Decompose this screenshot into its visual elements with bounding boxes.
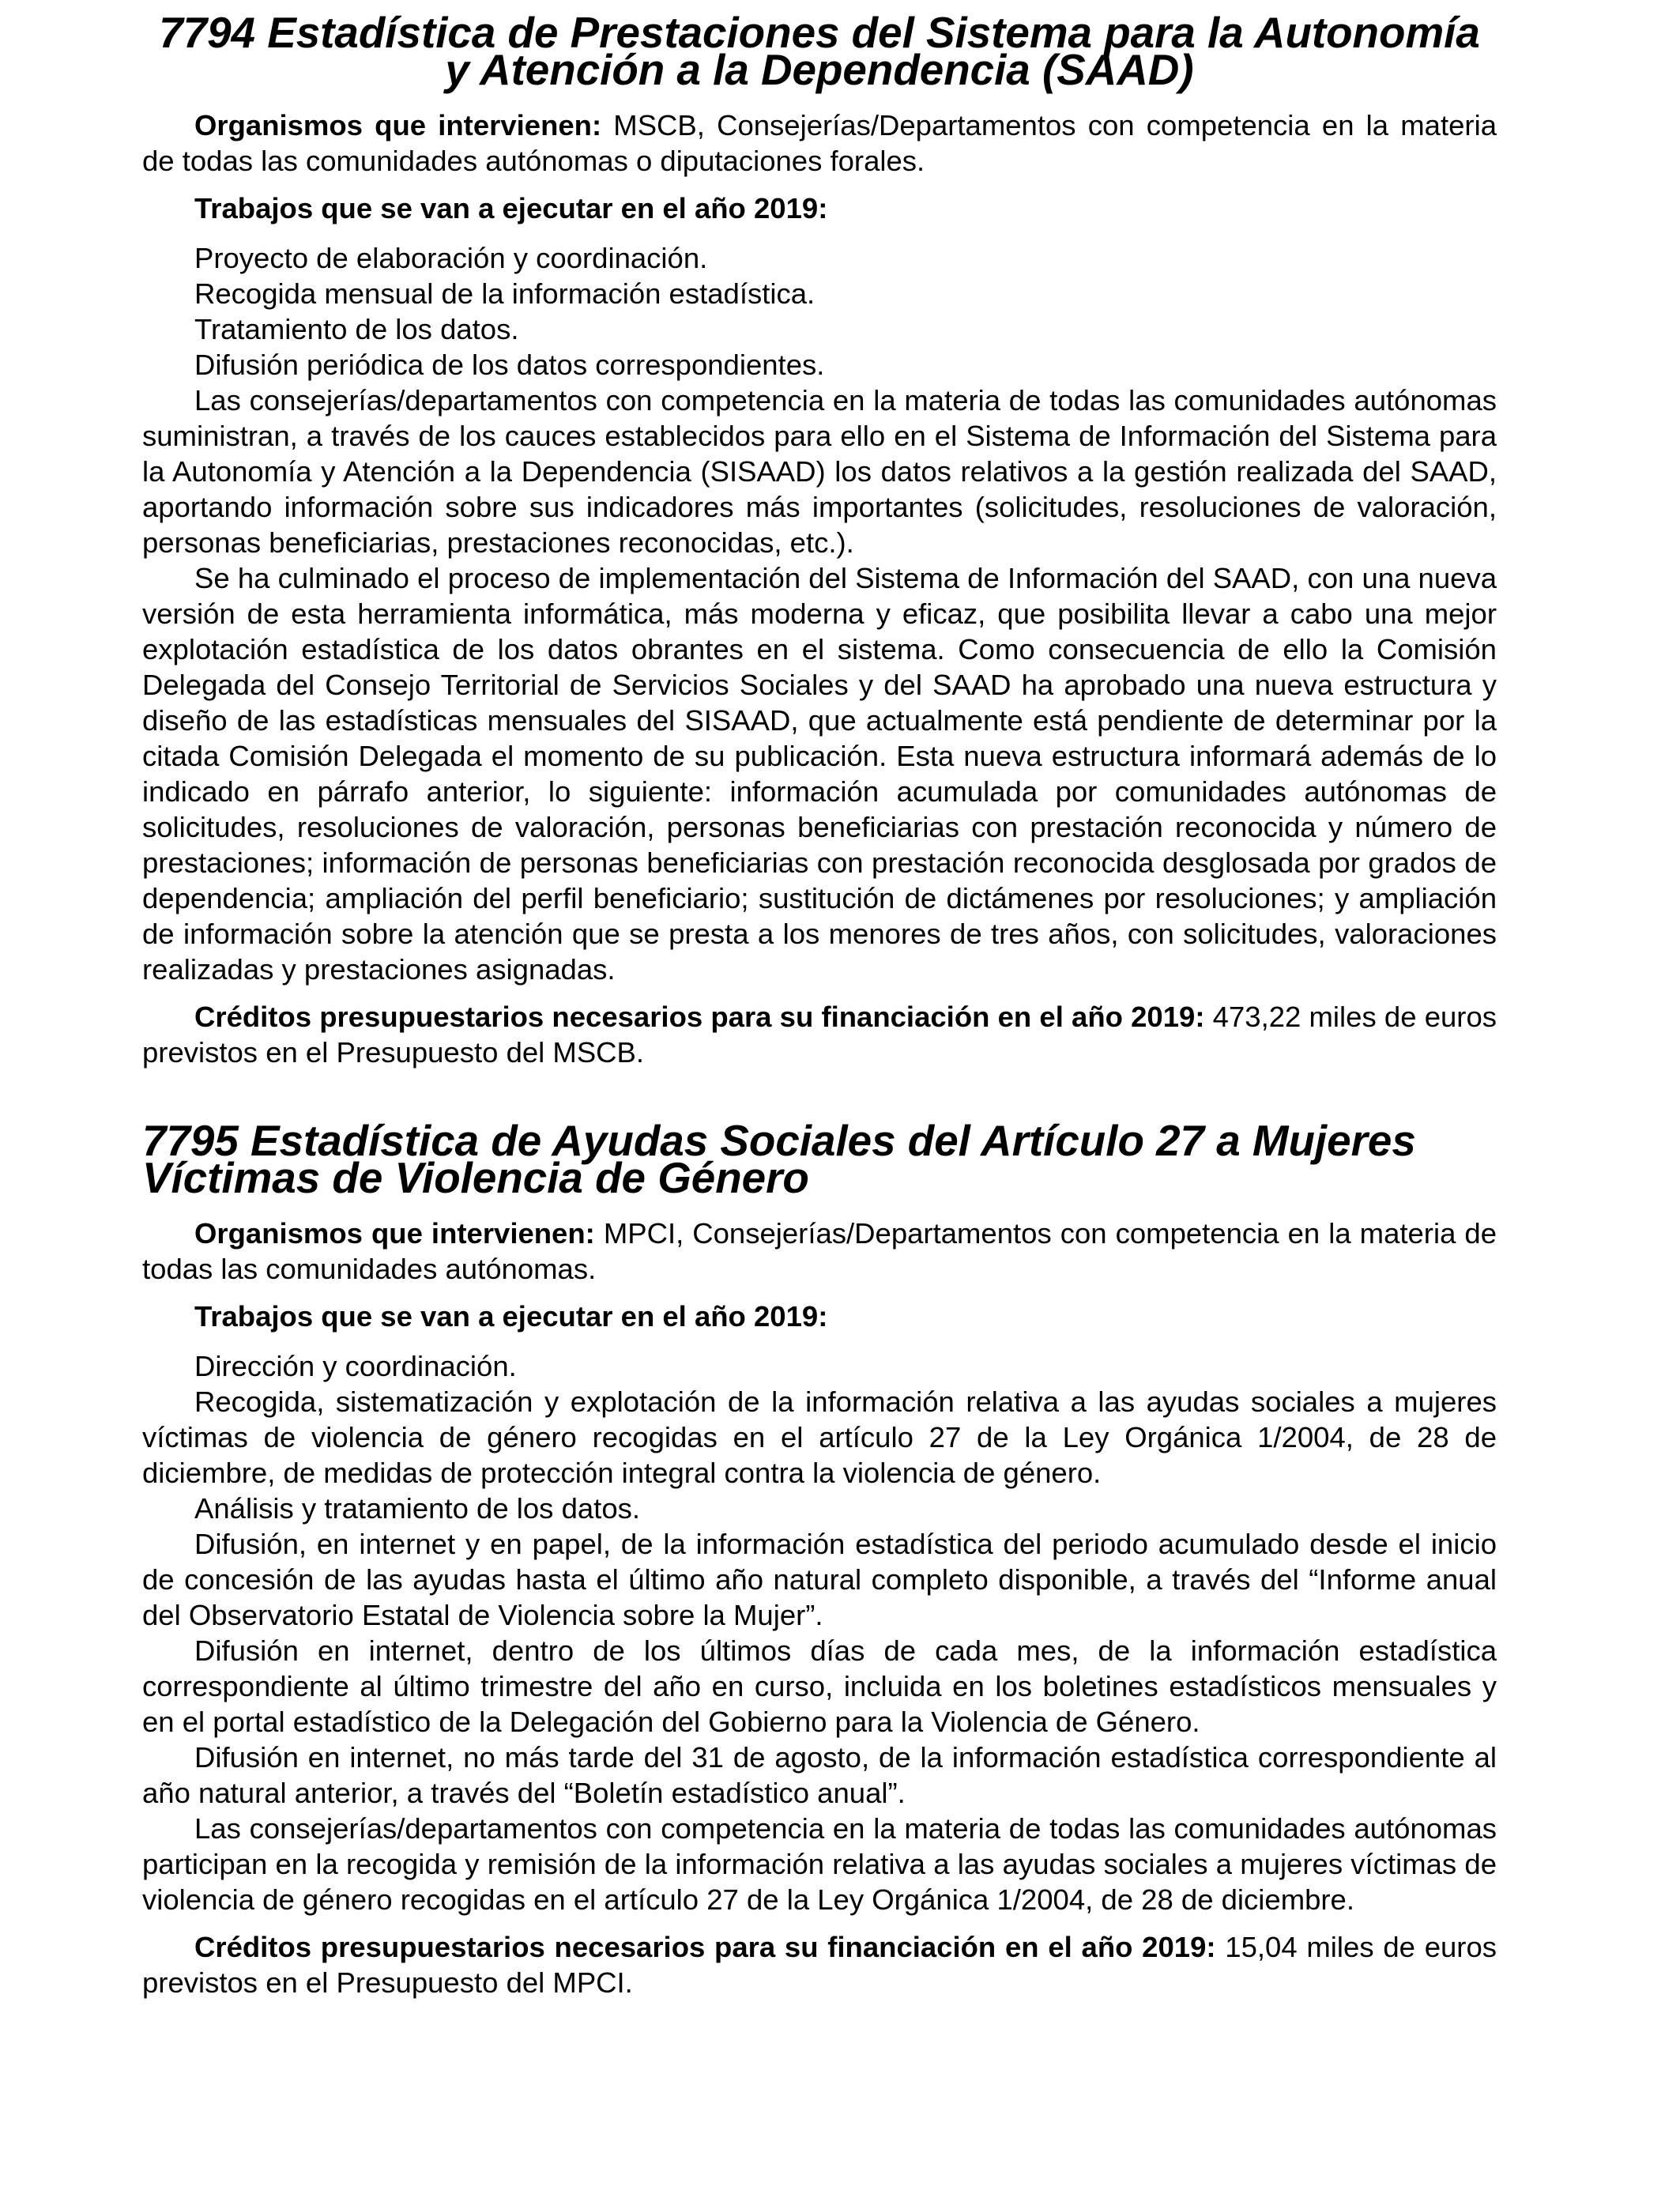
section-7794-item: Tratamiento de los datos. xyxy=(194,313,519,345)
section-7794-creditos xyxy=(142,999,1497,1070)
organismos-label: Organismos que intervienen: xyxy=(194,1217,595,1250)
section-7795-trabajos-heading: Trabajos que se van a ejecutar en el año 2019: xyxy=(194,1300,828,1333)
creditos-label: Créditos presupuestarios necesarios para su financiación en el año 2019: xyxy=(194,1001,1205,1033)
section-7795-title: 7795 Estadística de Ayudas Sociales del Artículo 27 a Mujeres Víctimas de Violencia de Género xyxy=(142,1116,1416,1202)
section-7794-item: Proyecto de elaboración y coordinación. xyxy=(194,242,708,274)
section-7795-paragraph: Difusión en internet, dentro de los últimos días de cada mes, de la información estadística correspondiente al último trimestre del año en curso, incluida en los boletines estadísticos mensuales y en el portal estadístico de la Delegación del Gobierno para la Violencia de Género. xyxy=(142,1634,1497,1738)
section-7795-creditos xyxy=(142,1929,1497,2000)
section-7794-item: Difusión periódica de los datos correspondientes. xyxy=(194,349,825,381)
section-7794-title: 7794 Estadística de Prestaciones del Sistema para la Autonomía y Atención a la Dependencia (SAAD) xyxy=(159,8,1480,94)
organismos-label: Organismos que intervienen: xyxy=(194,109,602,141)
section-7794-trabajos-heading: Trabajos que se van a ejecutar en el año 2019: xyxy=(194,192,828,224)
organismos-text: MSCB, Consejerías/Departamentos con competencia en la materia de todas las comunidades autónomas o diputaciones forales. xyxy=(142,109,1497,177)
section-7795-paragraph: Las consejerías/departamentos con competencia en la materia de todas las comunidades autónomas participan en la recogida y remisión de la información relativa a las ayudas sociales a mujeres víctimas de violencia de género recogidas en el artículo 27 de la Ley Orgánica 1/2004, de 28 de diciembre. xyxy=(142,1812,1497,1916)
creditos-text: 15,04 miles de euros previstos en el Presupuesto del MPCI. xyxy=(142,1931,1497,1999)
creditos-text: 473,22 miles de euros previstos en el Presupuesto del MSCB. xyxy=(142,1001,1497,1069)
section-7795-paragraph: Dirección y coordinación. xyxy=(194,1350,517,1382)
section-7795-paragraph: Análisis y tratamiento de los datos. xyxy=(194,1492,641,1525)
section-7795-paragraph: Difusión en internet, no más tarde del 31 de agosto, de la información estadística correspondiente al año natural anterior, a través del “Boletín estadístico anual”. xyxy=(142,1741,1497,1809)
section-7794-paragraph: Se ha culminado el proceso de implementación del Sistema de Información del SAAD, con una nueva versión de esta herramienta informática, más moderna y eficaz, que posibilita llevar a cabo una mejor explotación estadística de los datos obrantes en el sistema. Como consecuencia de ello la Comisión Delegada del Consejo Territorial de Servicios Sociales y del SAAD ha aprobado una nueva estructura y diseño de las estadísticas mensuales del SISAAD, que actualmente está pendiente de determinar por la citada Comisión Delegada el momento de su publicación. Esta nueva estructura informará además de lo indicado en párrafo anterior, lo siguiente: información acumulada por comunidades autónomas de solicitudes, resoluciones de valoración, personas beneficiarias con prestación reconocida y número de prestaciones; información de personas beneficiarias con prestación reconocida desglosada por grados de dependencia; ampliación del perfil beneficiario; sustitución de dictámenes por resoluciones; y ampliación de información sobre la atención que se presta a los menores de tres años, con solicitudes, valoraciones realizadas y prestaciones asignadas. xyxy=(142,562,1497,986)
creditos-label: Créditos presupuestarios necesarios para su financiación en el año 2019: xyxy=(194,1931,1216,1963)
organismos-text: MPCI, Consejerías/Departamentos con competencia en la materia de todas las comunidades autónomas. xyxy=(142,1217,1497,1285)
section-7794-organismos xyxy=(142,107,1497,179)
section-7794-item: Recogida mensual de la información estadística. xyxy=(194,277,816,310)
section-7795-paragraph: Difusión, en internet y en papel, de la información estadística del periodo acumulado desde el inicio de concesión de las ayudas hasta el último año natural completo disponible, a través del “Informe anual del Observatorio Estatal de Violencia sobre la Mujer”. xyxy=(142,1528,1497,1631)
section-7794-paragraph: Las consejerías/departamentos con competencia en la materia de todas las comunidades autónomas suministran, a través de los cauces establecidos para ello en el Sistema de Información del Sistema para la Autonomía y Atención a la Dependencia (SISAAD) los datos relativos a la gestión realizada del SAAD, aportando información sobre sus indicadores más importantes (solicitudes, resoluciones de valoración, personas beneficiarias, prestaciones reconocidas, etc.). xyxy=(142,384,1497,559)
section-7795-paragraph: Recogida, sistematización y explotación de la información relativa a las ayudas sociales a mujeres víctimas de violencia de género recogidas en el artículo 27 de la Ley Orgánica 1/2004, de 28 de diciembre, de medidas de protección integral contra la violencia de género. xyxy=(142,1385,1497,1489)
section-7795-organismos xyxy=(142,1216,1497,1287)
